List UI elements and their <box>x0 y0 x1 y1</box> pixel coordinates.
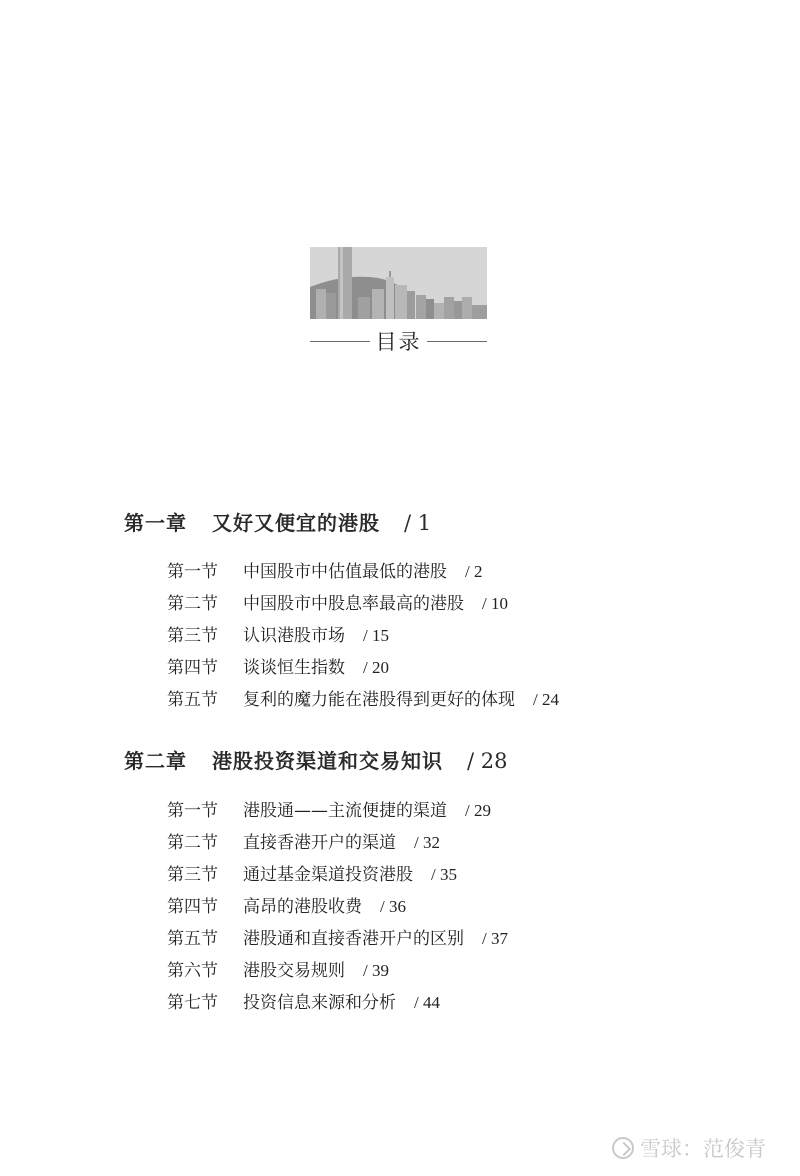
section-page: / 35 <box>431 865 457 884</box>
chapter-2-heading[interactable] <box>124 745 507 774</box>
section-label: 第三节 <box>167 626 218 646</box>
chapter-title: 又好又便宜的港股 <box>212 511 380 535</box>
chapter-1-heading[interactable] <box>124 507 431 536</box>
section-page: / 20 <box>363 658 389 677</box>
section-page: / 24 <box>533 690 559 709</box>
toc-entry[interactable] <box>167 589 508 614</box>
section-label: 第二节 <box>167 594 218 614</box>
toc-entry[interactable] <box>167 557 482 582</box>
watermark <box>612 1133 766 1163</box>
section-title: 投资信息来源和分析 <box>243 993 396 1013</box>
watermark-text: 雪球：范俊青 <box>640 1137 766 1161</box>
section-title: 直接香港开户的渠道 <box>243 833 396 853</box>
section-title: 港股交易规则 <box>243 961 345 981</box>
chapter-title: 港股投资渠道和交易知识 <box>212 749 443 773</box>
toc-entry[interactable] <box>167 621 389 646</box>
section-page: / 15 <box>363 626 389 645</box>
section-page: / 10 <box>482 594 508 613</box>
right-divider <box>427 341 487 342</box>
section-label: 第四节 <box>167 658 218 678</box>
toc-entry[interactable] <box>167 860 457 885</box>
section-title: 港股通——主流便捷的渠道 <box>243 801 447 821</box>
chapter-page: / 1 <box>404 511 432 535</box>
section-label: 第五节 <box>167 929 218 949</box>
section-page: / 44 <box>414 993 440 1012</box>
section-page: / 2 <box>465 562 483 581</box>
toc-entry[interactable] <box>167 796 491 821</box>
section-title: 谈谈恒生指数 <box>243 658 345 678</box>
section-label: 第七节 <box>167 993 218 1013</box>
section-title: 复利的魔力能在港股得到更好的体现 <box>243 690 515 710</box>
section-label: 第一节 <box>167 562 218 582</box>
toc-entry[interactable] <box>167 988 440 1013</box>
section-label: 第四节 <box>167 897 218 917</box>
chapter-label: 第一章 <box>124 511 187 535</box>
section-label: 第六节 <box>167 961 218 981</box>
section-page: / 36 <box>380 897 406 916</box>
chapter-page: / 28 <box>467 749 508 773</box>
section-label: 第一节 <box>167 801 218 821</box>
section-page: / 39 <box>363 961 389 980</box>
section-label: 第五节 <box>167 690 218 710</box>
section-page: / 37 <box>482 929 508 948</box>
toc-entry[interactable] <box>167 956 389 981</box>
section-title: 高昂的港股收费 <box>243 897 362 917</box>
section-title: 通过基金渠道投资港股 <box>243 865 413 885</box>
toc-header <box>310 326 487 356</box>
xueqiu-logo-icon <box>612 1137 634 1159</box>
left-divider <box>310 341 370 342</box>
section-page: / 32 <box>414 833 440 852</box>
skyline-banner-image <box>310 247 487 319</box>
section-label: 第二节 <box>167 833 218 853</box>
section-page: / 29 <box>465 801 491 820</box>
section-title: 中国股市中股息率最高的港股 <box>243 594 464 614</box>
toc-entry[interactable] <box>167 653 389 678</box>
toc-entry[interactable] <box>167 685 559 710</box>
section-title: 认识港股市场 <box>243 626 345 646</box>
section-label: 第三节 <box>167 865 218 885</box>
section-title: 中国股市中估值最低的港股 <box>243 562 447 582</box>
toc-entry[interactable] <box>167 924 508 949</box>
section-title: 港股通和直接香港开户的区别 <box>243 929 464 949</box>
toc-entry[interactable] <box>167 892 406 917</box>
chapter-label: 第二章 <box>124 749 187 773</box>
toc-title: 目录 <box>375 330 422 354</box>
skyline-illustration <box>310 247 487 319</box>
toc-entry[interactable] <box>167 828 440 853</box>
